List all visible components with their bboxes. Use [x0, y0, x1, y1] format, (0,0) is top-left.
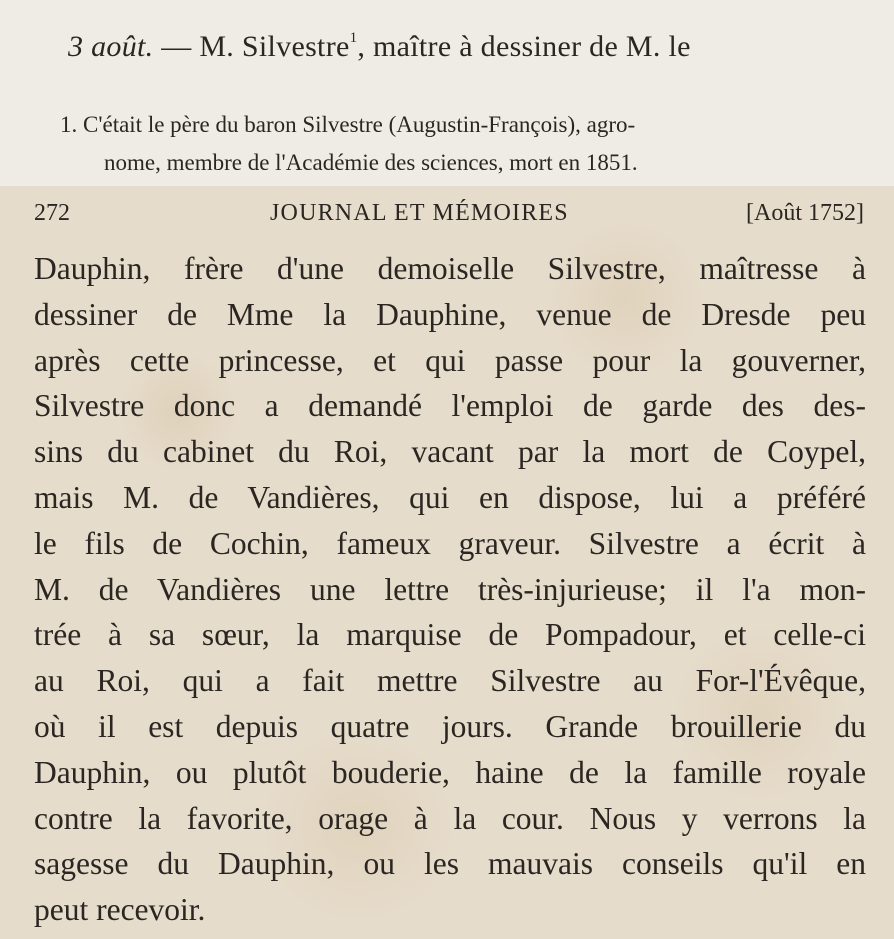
text-line: après cette princesse, et qui passe pour la gouverner,: [34, 342, 866, 378]
text-line: mais M. de Vandières, qui en dispose, lui a préféré: [34, 479, 866, 515]
footnote-line: 1. C'était le père du baron Silvestre (Augustin-François), agro-: [60, 112, 636, 137]
running-head: [34, 200, 864, 236]
entry-date: 3 août.: [68, 30, 154, 63]
text-line: trée à sa sœur, la marquise de Pompadour, et celle-ci: [34, 617, 866, 653]
running-title: JOURNAL ET MÉMOIRES: [270, 200, 569, 226]
previous-page-fragment: [0, 0, 894, 186]
running-date: [Août 1752]: [746, 200, 864, 226]
footnote-line: nome, membre de l'Académie des sciences, mort en 1851.: [104, 150, 638, 175]
text-line: peut recevoir.: [34, 892, 206, 928]
text-line: dessiner de Mme la Dauphine, venue de Dresde peu: [34, 296, 866, 332]
text-line: le fils de Cochin, fameux graveur. Silvestre a écrit à: [34, 525, 866, 561]
text-line: Dauphin, ou plutôt bouderie, haine de la famille royale: [34, 754, 866, 790]
text-line: sins du cabinet du Roi, vacant par la mort de Coypel,: [34, 434, 866, 470]
entry-subject: — M. Silvestre: [153, 30, 350, 63]
text-line: où il est depuis quatre jours. Grande brouillerie du: [34, 708, 866, 744]
book-page: [0, 186, 894, 939]
page-number: 272: [34, 200, 70, 226]
text-line: sagesse du Dauphin, ou les mauvais conseils qu'il en: [34, 846, 866, 882]
text-line: contre la favorite, orage à la cour. Nous y verrons la: [34, 800, 866, 836]
entry-continuation: , maître à dessiner de M. le: [357, 30, 691, 63]
footnote-reference: 1: [349, 30, 358, 46]
text-line: au Roi, qui a fait mettre Silvestre au For-l'Évêque,: [34, 663, 866, 699]
body-paragraph: [34, 246, 866, 933]
text-line: Silvestre donc a demandé l'emploi de garde des des-: [34, 388, 866, 424]
text-line: Dauphin, frère d'une demoiselle Silvestre, maîtresse à: [34, 251, 866, 286]
text-line: M. de Vandières une lettre très-injurieuse; il l'a mon-: [34, 571, 866, 607]
footnote: [60, 106, 820, 182]
diary-entry-line: [68, 30, 868, 64]
